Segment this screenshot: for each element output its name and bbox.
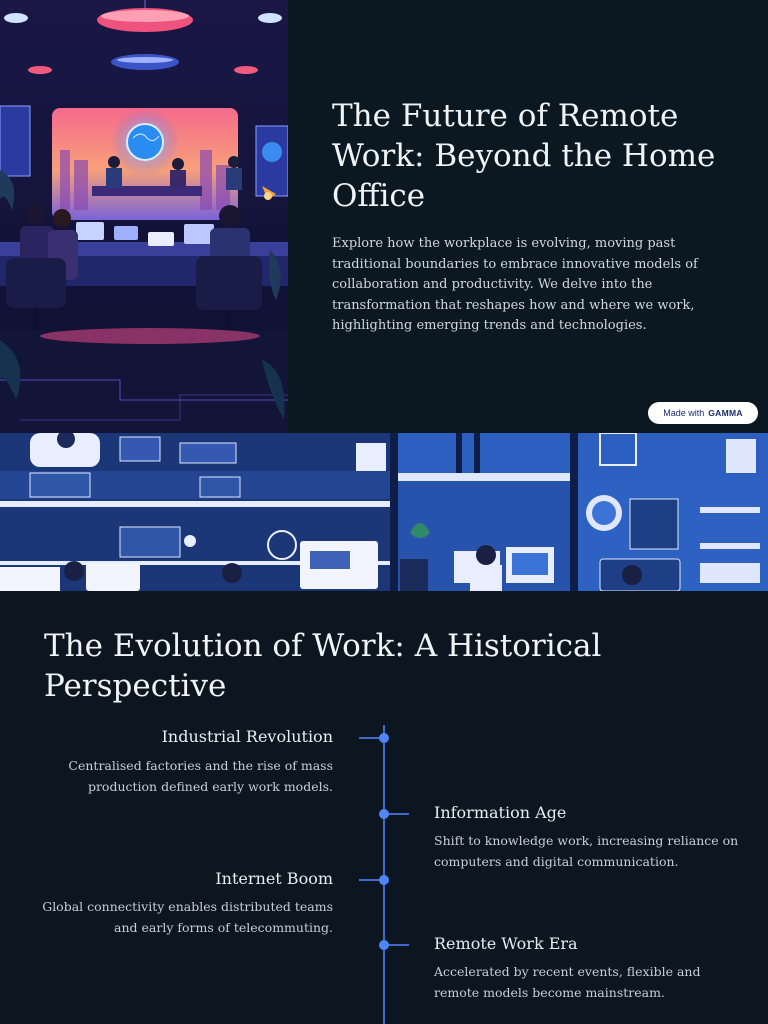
- timeline-dot: [379, 940, 389, 950]
- event-title-remote-work-era: Remote Work Era: [434, 934, 578, 953]
- event-desc-information-age: Shift to knowledge work, increasing reliance on computers and digital communication.: [434, 833, 739, 869]
- badge-prefix: Made with: [663, 408, 705, 418]
- event-desc-remote-work-era: Accelerated by recent events, flexible and remote models become mainstream.: [434, 964, 701, 1000]
- event-title-information-age: Information Age: [434, 803, 567, 822]
- title-slide: [0, 0, 768, 433]
- section-title: The Evolution of Work: A Historical Perspective: [44, 628, 602, 704]
- event-title-industrial-revolution: Industrial Revolution: [161, 727, 333, 746]
- made-with-gamma-badge[interactable]: [648, 402, 758, 424]
- office-illustration-graphic: [0, 0, 288, 433]
- history-slide: [0, 591, 768, 1024]
- event-desc-internet-boom: Global connectivity enables distributed teams and early forms of telecommuting.: [42, 899, 333, 935]
- timeline-dot: [379, 875, 389, 885]
- timeline-dot: [379, 809, 389, 819]
- office-illustration: [0, 0, 288, 433]
- badge-brand: GAMMA: [708, 408, 743, 418]
- workspace-banner-illustration: [0, 433, 768, 591]
- intro-paragraph: Explore how the workplace is evolving, moving past traditional boundaries to embrace innovative models of collaboration and productivity. We delve into the transformation that reshapes how and where we work, highlighting emerging trends and technologies.: [332, 236, 698, 333]
- timeline-dot: [379, 733, 389, 743]
- workspace-banner-graphic: [0, 433, 768, 591]
- event-title-internet-boom: Internet Boom: [215, 869, 333, 888]
- event-desc-industrial-revolution: Centralised factories and the rise of mass production defined early work models.: [68, 758, 333, 794]
- page-title: The Future of Remote Work: Beyond the Home Office: [332, 98, 716, 214]
